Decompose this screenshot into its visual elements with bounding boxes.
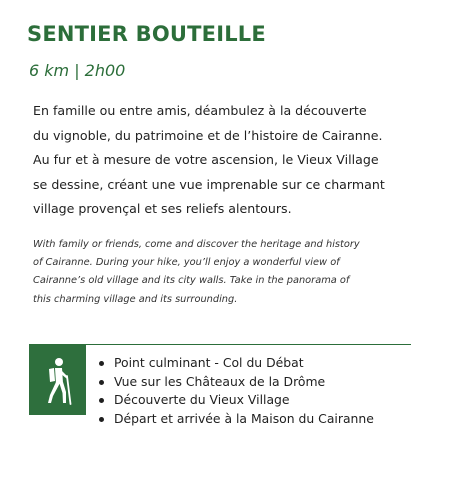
list-item: [97, 373, 374, 392]
trail-distance-duration: 6 km | 2h00: [29, 61, 126, 80]
bullet-icon: [99, 380, 104, 385]
description-french: [33, 99, 443, 222]
list-item: [97, 354, 374, 373]
list-item-text: Départ et arrivée à la Maison du Cairanne: [114, 410, 374, 426]
description-fr-line: Au fur et à mesure de votre ascension, le Vieux Village: [33, 152, 379, 167]
description-en-line: With family or friends, come and discover the heritage and history: [33, 239, 360, 250]
list-item-text: Découverte du Vieux Village: [114, 392, 290, 407]
list-item-text: Vue sur les Châteaux de la Drôme: [114, 373, 326, 389]
description-en-line: of Cairanne. During your hike, you’ll enjoy a wonderful view of: [33, 257, 340, 269]
hiker-icon: [40, 357, 76, 405]
hiker-icon-box: [29, 345, 86, 415]
description-en-line: Cairanne’s old village and its city walls. Take in the panorama of: [33, 275, 350, 287]
description-fr-line: se dessine, créant une vue imprenable sur ce charmant: [33, 176, 385, 192]
description-fr-line: du vignoble, du patrimoine et de l’histoire de Cairanne.: [33, 127, 383, 143]
trail-title: SENTIER BOUTEILLE: [27, 22, 266, 46]
trail-features: [29, 344, 411, 426]
features-list: [97, 354, 374, 428]
bullet-icon: [99, 417, 104, 422]
description-en-line: this charming village and its surrounding.: [33, 293, 238, 305]
description-fr-line: En famille ou entre amis, déambulez à la découverte: [33, 103, 367, 118]
list-item-text: Point culminant - Col du Débat: [114, 355, 304, 370]
bullet-icon: [99, 361, 104, 366]
list-item: [97, 410, 374, 429]
description-english: [33, 236, 443, 309]
list-item: [97, 391, 374, 410]
description-fr-line: village provençal et ses reliefs alentours.: [33, 201, 292, 216]
bullet-icon: [99, 398, 104, 403]
